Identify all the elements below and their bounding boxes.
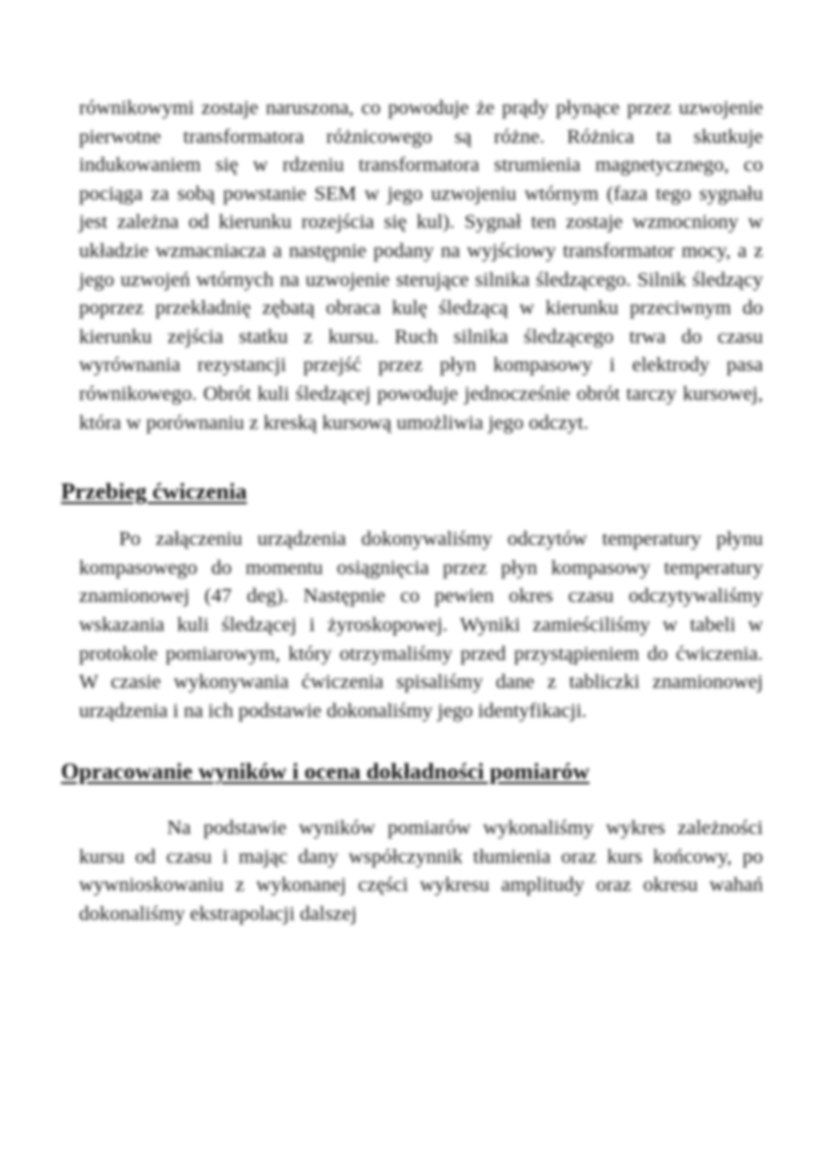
document-body <box>61 94 763 929</box>
body-paragraph: Po załączeniu urządzenia dokonywaliśmy odczytów temperatury płynu kompasowego do momentu osiągnięcia przez płyn kompasowy temperatury znamionowej (47 deg). Następnie co pewien okres czasu odczytywaliśmy wskazania kuli śledzącej i żyroskopowej. Wyniki zamieściliśmy w tabeli w protokole pomiarowym, który otrzymaliśmy przed przystąpieniem do ćwiczenia. W czasie wykonywania ćwiczenia spisaliśmy dane z tabliczki znamionowej urządzenia i na ich podstawie dokonaliśmy jego identyfikacji. <box>79 528 763 722</box>
section-heading-przebieg: Przebieg ćwiczenia <box>61 479 247 505</box>
section-heading-opracowanie: Opracowanie wyników i ocena dokładności pomiarów <box>61 759 590 785</box>
body-paragraph: Na podstawie wyników pomiarów wykonaliśmy wykres zależności kursu od czasu i mając dany współczynnik tłumienia oraz kurs końcowy, po wywnioskowaniu z wykonanej części wykresu amplitudy oraz okresu wahań dokonaliśmy ekstrapolacji dalszej <box>79 817 763 926</box>
body-paragraph: równikowymi zostaje naruszona, co powoduje że prądy płynące przez uzwojenie pierwotne transformatora różnicowego są różne. Różnica ta skutkuje indukowaniem się w rdzeniu transformatora strumienia magnetycznego, co pociąga za sobą powstanie SEM w jego uzwojeniu wtórnym (faza tego sygnału jest zależna od kierunku rozejścia się kul). Sygnał ten zostaje wzmocniony w układzie wzmacniacza a następnie podany na wyjściowy transformator mocy, a z jego uzwojeń wtórnych na uzwojenie sterujące silnika śledzącego. Silnik śledzący poprzez przekładnię zębatą obraca kulę śledzącą w kierunku przeciwnym do kierunku zejścia statku z kursu. Ruch silnika śledzącego trwa do czasu wyrównania rezystancji przejść przez płyn kompasowy i elektrody pasa równikowego. Obrót kuli śledzącej powoduje jednocześnie obrót tarczy kursowej, która w porównaniu z kreską kursową umożliwia jego odczyt. <box>79 97 763 434</box>
